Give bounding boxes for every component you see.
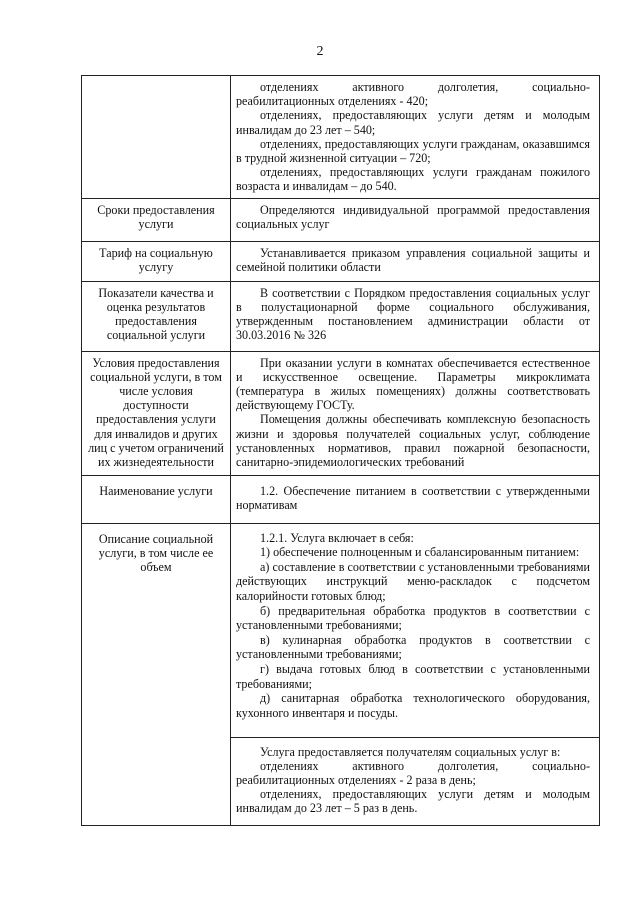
- paragraph: г) выдача готовых блюд в соответствии с установленными требованиями;: [236, 661, 590, 691]
- row-label-cell: [82, 351, 231, 475]
- row-content-cell: [231, 198, 600, 241]
- row-content-cell: [231, 523, 600, 737]
- paragraph: отделениях активного долголетия, социально-реабилитационных отделениях - 420;: [236, 80, 590, 109]
- row-label-cell: [82, 281, 231, 351]
- table-row: [82, 241, 600, 281]
- paragraph: Устанавливается приказом управления социальной защиты и семейной политики области: [236, 245, 590, 274]
- row-label: Наименование услуги: [99, 483, 213, 498]
- paragraph: 1) обеспечение полноценным и сбалансированным питанием:: [260, 545, 580, 560]
- row-label: Описание социальной услуги, в том числе ее объем: [98, 531, 214, 575]
- service-table: [81, 75, 600, 826]
- table-row: [82, 76, 600, 199]
- paragraph: б) предварительная обработка продуктов в соответствии с установленными требованиями;: [236, 603, 590, 633]
- table-row: [82, 351, 600, 475]
- table-row: [82, 281, 600, 351]
- row-label: Сроки предоставления услуги: [97, 202, 215, 231]
- paragraph: а) составление в соответствии с установленными требованиями действующих инструкций меню-раскладок с подсчетом калорийности готовых блюд;: [236, 559, 590, 603]
- paragraph: д) санитарная обработка технологического оборудования, кухонного инвентаря и посуды.: [236, 691, 590, 720]
- paragraph: в) кулинарная обработка продуктов в соответствии с установленными требованиями;: [236, 632, 590, 662]
- row-label: Тариф на социальную услугу: [99, 245, 213, 274]
- paragraph: отделениях, предоставляющих услуги детям и молодым инвалидам до 23 лет – 540;: [236, 108, 590, 137]
- table-row: [82, 198, 600, 241]
- page-number: 2: [316, 44, 324, 59]
- paragraph: 1.2.1. Услуга включает в себя:: [260, 530, 414, 545]
- row-label: Показатели качества и оценка результатов предоставления социальной услуги: [98, 285, 214, 343]
- row-label-cell: [82, 198, 231, 241]
- table-row: [82, 475, 600, 523]
- row-content-cell: [231, 475, 600, 523]
- paragraph: отделениях активного долголетия, социально-реабилитационных отделениях - 2 раза в день;: [236, 758, 590, 788]
- paragraph: Услуга предоставляется получателям социальных услуг в:: [260, 744, 561, 759]
- row-content-cell: [231, 737, 600, 825]
- paragraph: При оказании услуги в комнатах обеспечивается естественное и искусственное освещение. Параметры микроклимата (температура в жилых помещениях) должны соответствовать действующему ГОСТу.: [236, 355, 590, 413]
- paragraph: отделениях, предоставляющих услуги гражданам, оказавшимся в трудной жизненной ситуации – 720;: [236, 136, 590, 166]
- row-label-cell: [82, 523, 231, 825]
- paragraph: отделениях, предоставляющих услуги детям и молодым инвалидам до 23 лет – 5 раз в день.: [236, 787, 590, 816]
- row-content-cell: [231, 281, 600, 351]
- row-content-cell: [231, 76, 600, 199]
- paragraph: Помещения должны обеспечивать комплексную безопасность жизни и здоровья получателей социальных услуг, соблюдение установленных нормативов, правил пожарной безопасности, санитарно-эпидемиологических требований: [236, 412, 590, 470]
- service-name: 1.2. Обеспечение питанием в соответствии с утвержденными нормативам: [236, 483, 590, 512]
- row-content-cell: [231, 351, 600, 475]
- row-label: Условия предоставления социальной услуги, в том числе условия доступности предоставления услуги для инвалидов и других лиц с учетом ограничений их жизнедеятельности: [88, 355, 224, 470]
- paragraph: отделениях, предоставляющих услуги гражданам пожилого возраста и инвалидам – до 540.: [236, 165, 590, 194]
- table-row: [82, 523, 600, 737]
- row-label-cell: [82, 241, 231, 281]
- row-content-cell: [231, 241, 600, 281]
- row-label-cell: [82, 475, 231, 523]
- row-label-cell: [82, 76, 231, 199]
- paragraph: Определяются индивидуальной программой предоставления социальных услуг: [236, 202, 590, 231]
- paragraph: В соответствии с Порядком предоставления социальных услуг в полустационарной форме социального обслуживания, утвержденным постановлением администрации области от 30.03.2016 № 326: [236, 285, 590, 343]
